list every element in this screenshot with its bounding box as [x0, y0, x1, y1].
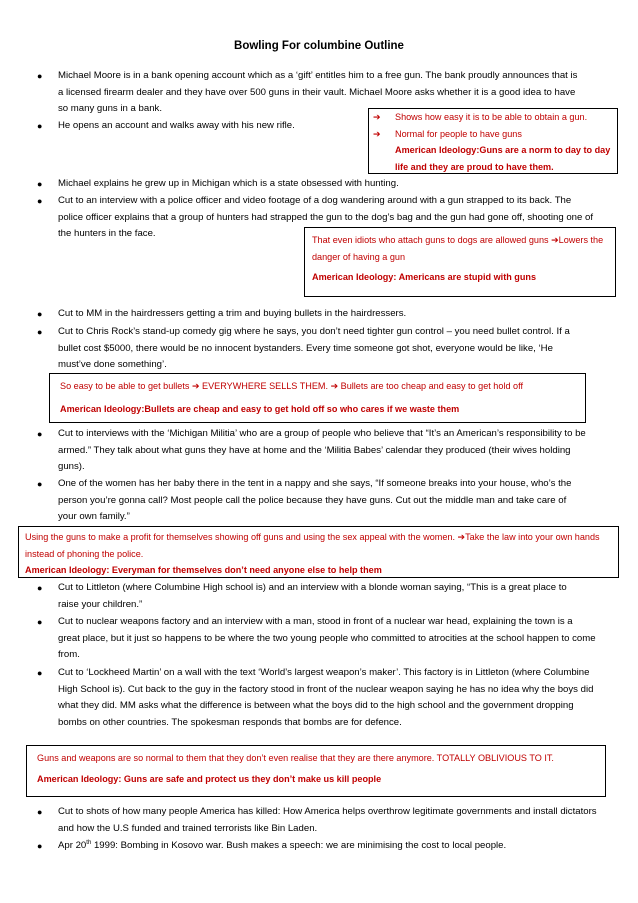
bullet-item-12 [37, 804, 598, 837]
bullet-item-10 [37, 614, 596, 664]
bullet-icon: ● [37, 309, 43, 319]
arrow-right-icon: ➔ [373, 128, 381, 139]
ideology-text: American Ideology: Everyman for themselves don’t need anyone else to help them [25, 565, 382, 575]
ideology-text: American Ideology: Guns are safe and protect us they don’t make us kill people [37, 773, 382, 784]
bullet-item-7 [37, 426, 586, 476]
bullet-item-11 [37, 665, 600, 732]
annotation-box-2: That even idiots who attach guns to dogs are allowed guns ➔Lowers the danger of having a gun American Ideology: Americans are stupid with guns [304, 227, 616, 297]
bullet-icon: ● [37, 429, 43, 439]
bullet-icon: ● [37, 179, 43, 189]
bullet-icon: ● [37, 583, 43, 593]
bullet-item-3 [37, 176, 588, 193]
annotation-box-1: ➔ Shows how easy it is to be able to obtain a gun. ➔ Normal for people to have guns American Ideology:Guns are a norm to day to day life and they are proud to have them. [368, 108, 618, 174]
bullet-item-2 [37, 118, 348, 135]
bullet-icon: ● [37, 71, 43, 81]
bullet-item-9 [37, 580, 588, 613]
bullet-text: Cut to shots of how many people America has killed: How America helps overthrow legitimate governments and install dictators and how the U.S funded and trained terrorists like Bin Laden. [58, 806, 597, 834]
arrow-right-icon: ➔ [191, 381, 200, 391]
arrow-right-icon: ➔ [551, 235, 559, 245]
ideology-text: American Ideology:Bullets are cheap and easy to get hold off so who cares if we waste them [60, 403, 460, 414]
arrow-right-icon: ➔ [457, 532, 466, 542]
bullet-text: Cut to MM in the hairdressers getting a trim and buying bullets in the hairdressers. [58, 308, 407, 319]
bullet-text: Apr 20th 1999: Bombing in Kosovo war. Bush makes a speech: we are minimising the cost to local people. [58, 839, 507, 851]
ideology-text: American Ideology:Guns are a norm to day to day life and they are proud to have them. [395, 145, 611, 172]
arrow-right-icon: ➔ [330, 381, 339, 391]
bullet-icon: ● [37, 841, 43, 851]
annotation-box-5: Guns and weapons are so normal to them that they don’t even realise that they are there anymore. TOTALLY OBLIVIOUS TO IT. American Ideology: Guns are safe and protect us they don’t make us kill people [26, 745, 606, 797]
bullet-icon: ● [37, 617, 43, 627]
bullet-text: Michael Moore is in a bank opening account which as a ‘gift’ entitles him to a free gun. The bank proudly announces that is a licensed firearm dealer and they have over 500 guns in their vault. Michael Moore asks whether it is a good idea to have so many guns in a bank. [58, 70, 578, 115]
arrow-right-icon: ➔ [373, 112, 381, 122]
bullet-icon: ● [37, 196, 43, 206]
bullet-item-5 [37, 306, 588, 323]
bullet-text: Cut to nuclear weapons factory and an interview with a man, stood in front of a nuclear war head, explaining the town is a great place, but it just so happens to be where the two young people who committed to atrocities at the school happen to come from. [58, 616, 596, 661]
bullet-icon: ● [37, 479, 43, 489]
bullet-icon: ● [37, 327, 43, 337]
bullet-icon: ● [37, 668, 43, 678]
bullet-text: Cut to Chris Rock’s stand-up comedy gig where he says, you don’t need tighter gun control – you need bullet control. If a bullet cost $5000, there would be no innocent bystanders. Every time someone got shot, everyone would be like, ‘He must’ve done something’. [58, 326, 570, 371]
bullet-icon: ● [37, 807, 43, 817]
annotation-box-4: Using the guns to make a profit for themselves showing off guns and using the sex appeal with the women. ➔Take the law into your own hands instead of phoning the police. American Ideology: Everyman for themselves don’t need anyone else to help them [18, 526, 619, 578]
ideology-text: American Ideology: Americans are stupid with guns [312, 272, 537, 282]
bullet-item-6 [37, 324, 588, 374]
bullet-text: One of the women has her baby there in the tent in a nappy and she says, “If someone breaks into your house, who’s the person you’re gonna call? Most people call the police because they have guns. Cut out the middle man and take care of your own family.” [58, 478, 572, 523]
bullet-item-8 [37, 476, 586, 526]
bullet-text: Michael explains he grew up in Michigan which is a state obsessed with hunting. [58, 178, 399, 189]
document-title: Bowling For columbine Outline [234, 40, 404, 52]
bullet-text: He opens an account and walks away with his new rifle. [58, 120, 295, 131]
bullet-text: Cut to Littleton (where Columbine High school is) and an interview with a blonde woman saying, “This is a great place to raise your children.” [58, 582, 567, 610]
annotation-box-3: So easy to be able to get bullets ➔ EVERYWHERE SELLS THEM. ➔ Bullets are too cheap and easy to get hold off American Ideology:Bullets are cheap and easy to get hold off so who cares if we waste them [49, 373, 586, 423]
bullet-text: Cut to an interview with a police officer and video footage of a dog wandering around with a gun strapped to its back. The police officer explains that a group of hunters had strapped the gun to the dog’s bag and the gun had gone off, shooting one of the hunters in the face. [58, 195, 593, 240]
bullet-text: Cut to ‘Lockheed Martin’ on a wall with the text ‘World’s largest weapon’s maker’. This factory is in Littleton (where Columbine High School is). Cut back to the guy in the factory stood in front of the nuclear weapon saying he has no idea why the boys did what they did. MM asks what the difference is between what the boys did to the high school and the government dropping bombs on other countries. The spokesman responds that bombs are for defence. [58, 667, 594, 729]
bullet-item-13 [37, 838, 598, 855]
bullet-icon: ● [37, 121, 43, 131]
bullet-text: Cut to interviews with the ‘Michigan Militia’ who are a group of people who believe that “It’s an American’s responsibility to be armed.” They talk about what guns they have at home and the ‘Militia Babes’ calendar they produced (their wives holding guns). [58, 428, 586, 473]
